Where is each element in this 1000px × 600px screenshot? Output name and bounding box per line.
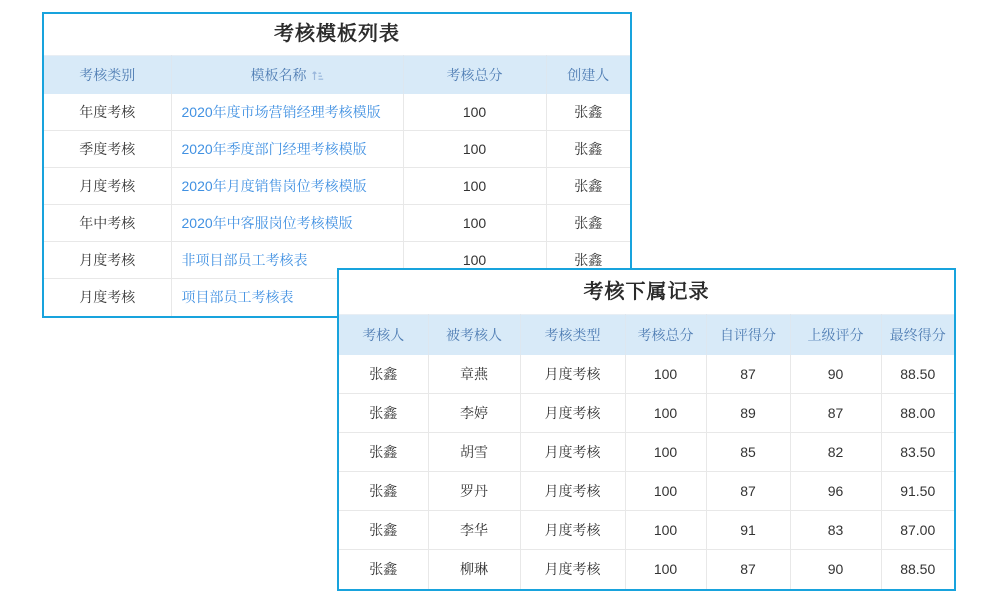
template-name-link[interactable]: 项目部员工考核表: [181, 289, 294, 306]
cell-total-score: 100: [403, 131, 546, 168]
cell-assessee: 李婷: [428, 394, 520, 433]
cell-final-score: 83.50: [881, 433, 954, 472]
cell-superior-score: 90: [790, 550, 881, 589]
column-header-records-total-score: 考核总分: [625, 315, 706, 355]
cell-creator: 张鑫: [546, 242, 630, 279]
cell-assessment-type: 月度考核: [520, 472, 625, 511]
cell-assessee: 章燕: [428, 355, 520, 394]
cell-assessee: 罗丹: [428, 472, 520, 511]
template-table-header-row: [44, 56, 630, 94]
column-header-assessor: 考核人: [339, 315, 428, 355]
cell-final-score: 91.50: [881, 472, 954, 511]
records-table-row: [339, 511, 954, 550]
cell-superior-score: 96: [790, 472, 881, 511]
cell-final-score: 87.00: [881, 511, 954, 550]
records-table-row: [339, 433, 954, 472]
cell-self-score: 91: [706, 511, 790, 550]
records-table-row: [339, 355, 954, 394]
cell-assessor: 张鑫: [339, 472, 428, 511]
cell-category: 年中考核: [44, 205, 171, 242]
cell-records-total-score: 100: [625, 433, 706, 472]
page-title: 考核模板列表: [274, 23, 400, 45]
cell-records-total-score: 100: [625, 550, 706, 589]
column-header-total-score: 考核总分: [403, 56, 546, 94]
column-header-template-name-label: 模板名称: [250, 66, 307, 83]
cell-template-name: [171, 94, 403, 131]
cell-self-score: 87: [706, 550, 790, 589]
cell-assessee: 柳琳: [428, 550, 520, 589]
cell-final-score: 88.00: [881, 394, 954, 433]
records-table-header-row: [339, 315, 954, 355]
cell-self-score: 87: [706, 355, 790, 394]
cell-assessor: 张鑫: [339, 394, 428, 433]
cell-assessment-type: 月度考核: [520, 550, 625, 589]
cell-records-total-score: 100: [625, 472, 706, 511]
cell-assessment-type: 月度考核: [520, 394, 625, 433]
cell-superior-score: 83: [790, 511, 881, 550]
sort-ascending-icon[interactable]: [311, 69, 324, 85]
column-header-assessment-type: 考核类型: [520, 315, 625, 355]
cell-self-score: 89: [706, 394, 790, 433]
cell-assessor: 张鑫: [339, 511, 428, 550]
assessment-subordinate-records-panel: [337, 268, 956, 591]
cell-total-score: 100: [403, 94, 546, 131]
column-header-final-score: 最终得分: [881, 315, 954, 355]
records-table-row: [339, 394, 954, 433]
cell-superior-score: 82: [790, 433, 881, 472]
cell-assessee: 李华: [428, 511, 520, 550]
cell-category: 月度考核: [44, 242, 171, 279]
cell-category: 年度考核: [44, 94, 171, 131]
cell-category: 月度考核: [44, 168, 171, 205]
cell-total-score: 100: [403, 168, 546, 205]
column-header-superior-score: 上级评分: [790, 315, 881, 355]
cell-final-score: 88.50: [881, 550, 954, 589]
cell-creator: 张鑫: [546, 94, 630, 131]
cell-assessee: 胡雪: [428, 433, 520, 472]
cell-assessor: 张鑫: [339, 433, 428, 472]
column-header-template-name[interactable]: [171, 56, 403, 94]
cell-records-total-score: 100: [625, 394, 706, 433]
cell-total-score: 100: [403, 205, 546, 242]
cell-final-score: 88.50: [881, 355, 954, 394]
column-header-self-score: 自评得分: [706, 315, 790, 355]
cell-creator: 张鑫: [546, 205, 630, 242]
template-name-link[interactable]: 2020年度市场营销经理考核模版: [181, 103, 381, 120]
cell-assessor: 张鑫: [339, 355, 428, 394]
cell-template-name: [171, 168, 403, 205]
cell-superior-score: 87: [790, 394, 881, 433]
cell-assessor: 张鑫: [339, 550, 428, 589]
cell-creator: 张鑫: [546, 131, 630, 168]
cell-self-score: 85: [706, 433, 790, 472]
cell-records-total-score: 100: [625, 511, 706, 550]
cell-template-name: [171, 131, 403, 168]
template-table-row: [44, 131, 630, 168]
records-panel-title: 考核下属记录: [583, 281, 710, 303]
template-name-link[interactable]: 非项目部员工考核表: [181, 252, 308, 268]
template-name-link[interactable]: 2020年月度销售岗位考核模版: [181, 178, 367, 194]
records-table-row: [339, 550, 954, 589]
cell-self-score: 87: [706, 472, 790, 511]
records-table: [339, 314, 954, 589]
template-table-row: [44, 168, 630, 205]
template-name-link[interactable]: 2020年季度部门经理考核模版: [181, 141, 367, 157]
cell-assessment-type: 月度考核: [520, 355, 625, 394]
template-table-row: [44, 205, 630, 242]
cell-creator: 张鑫: [546, 168, 630, 205]
column-header-category: 考核类别: [44, 56, 171, 94]
cell-template-name: [171, 205, 403, 242]
cell-records-total-score: 100: [625, 355, 706, 394]
template-table-row: [44, 94, 630, 131]
cell-category: 季度考核: [44, 131, 171, 168]
cell-superior-score: 90: [790, 355, 881, 394]
cell-total-score: 100: [403, 242, 546, 279]
column-header-assessee: 被考核人: [428, 315, 520, 355]
cell-category: 月度考核: [44, 279, 171, 316]
records-table-row: [339, 472, 954, 511]
cell-assessment-type: 月度考核: [520, 511, 625, 550]
column-header-creator: 创建人: [546, 56, 630, 94]
template-name-link[interactable]: 2020年中客服岗位考核模版: [181, 215, 353, 231]
cell-assessment-type: 月度考核: [520, 433, 625, 472]
